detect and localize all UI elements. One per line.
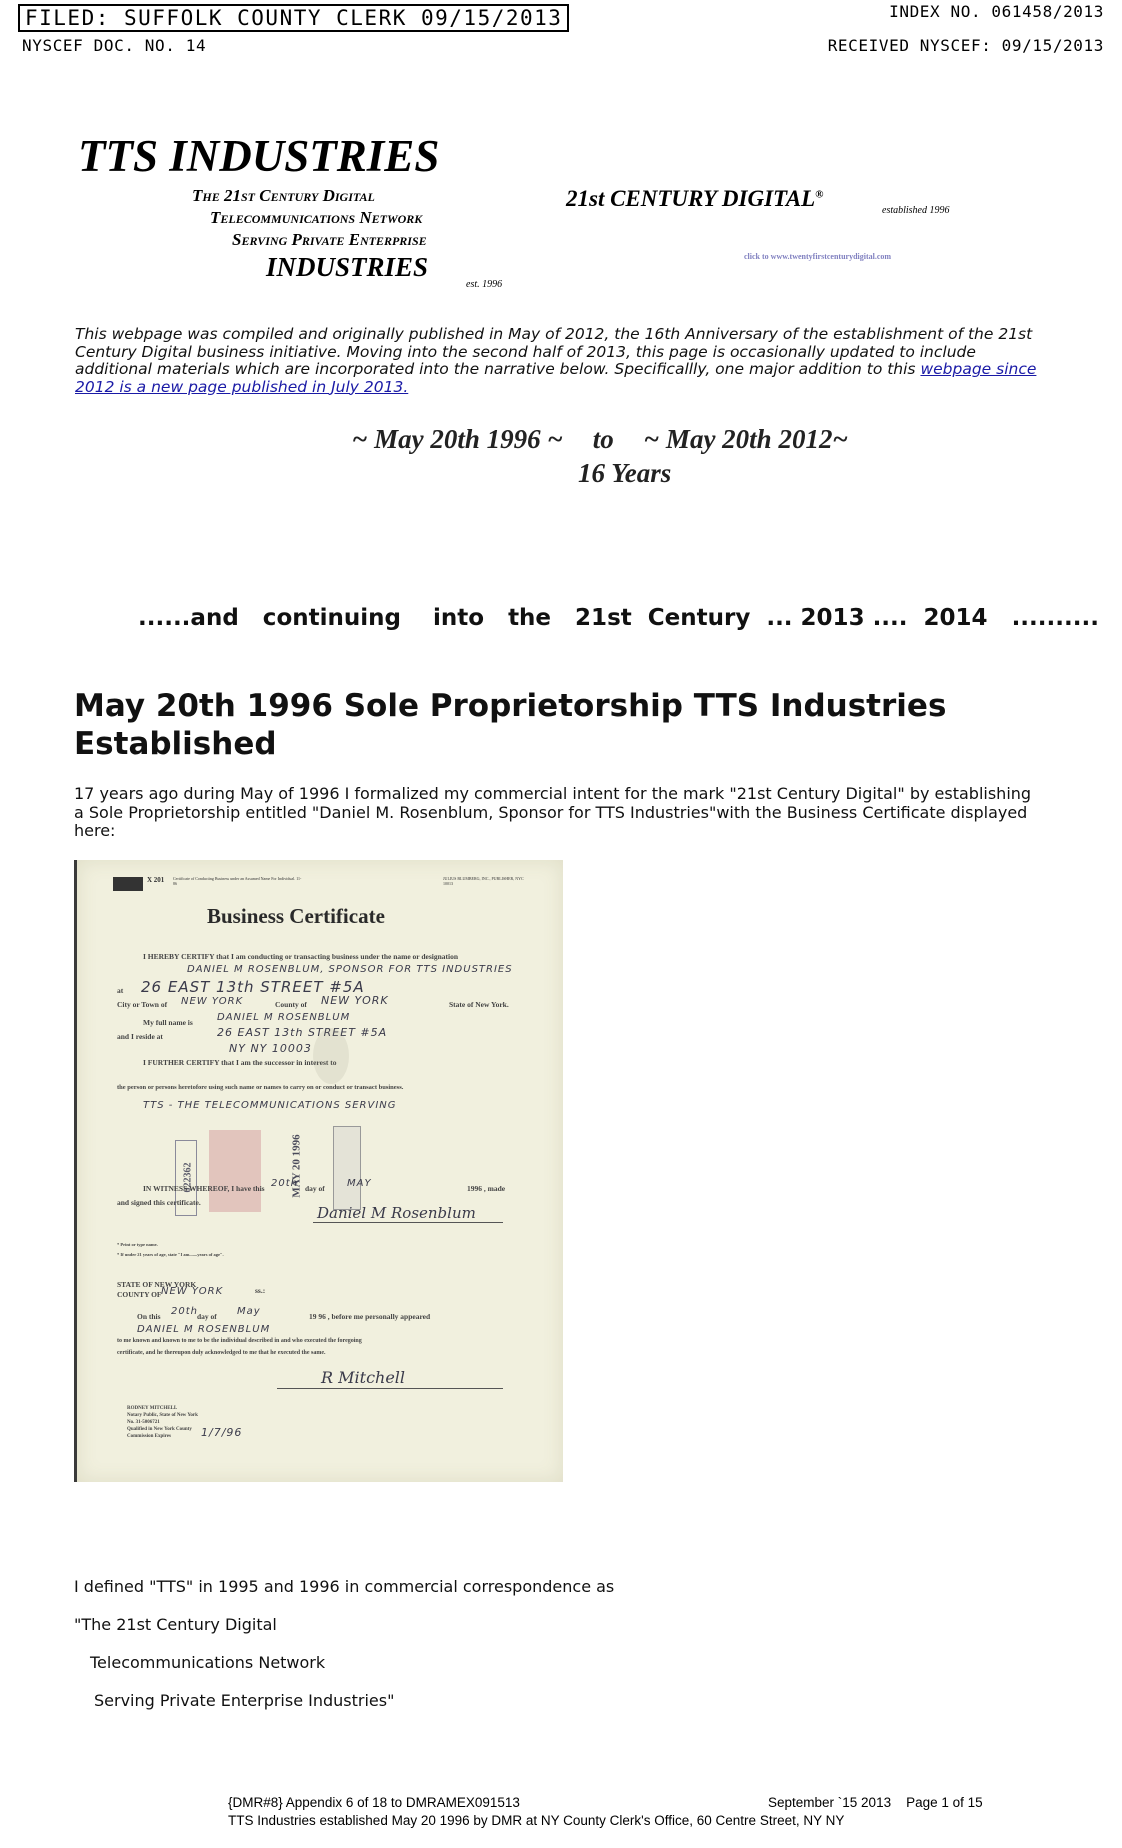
certificate-intro-paragraph: 17 years ago during May of 1996 I formalized my commercial intent for the mark "21st Century Digital" by establishing a Sole Proprietorship entitled "Daniel M. Rosenblum, Sponsor for TTS Industries"with the Business Certificate displayed here: bbox=[74, 784, 1032, 840]
ss-label: ss.: bbox=[255, 1286, 266, 1295]
footer-appendix: {DMR#8} Appendix 6 of 18 to DMRAMEX091513 bbox=[228, 1795, 520, 1810]
footnote-2: * If under 21 years of age, state "I am.......years of age". bbox=[117, 1252, 224, 1257]
witness-day-label: day of bbox=[305, 1184, 325, 1193]
witness-month-handwritten: MAY bbox=[347, 1178, 372, 1189]
notary-name: RODNEY MITCHELL bbox=[127, 1406, 178, 1411]
reside-label: and I reside at bbox=[117, 1032, 163, 1041]
index-number: INDEX NO. 061458/2013 bbox=[889, 2, 1104, 21]
date-start: ~ May 20th 1996 ~ bbox=[352, 424, 563, 454]
years-label: 16 Years bbox=[578, 458, 672, 488]
logo-tagline-3: Serving Private Enterprise bbox=[232, 230, 427, 249]
form-badge bbox=[113, 877, 143, 891]
intro-link[interactable]: webpage since 2012 is a new page published in July 2013. bbox=[75, 360, 1037, 396]
clerk-stamp-box-2 bbox=[333, 1126, 361, 1210]
clerk-stamp-number: 022362 bbox=[182, 1162, 194, 1193]
owner-signature: Daniel M Rosenblum bbox=[317, 1204, 476, 1222]
notary-line-4: Commission Expires bbox=[127, 1434, 171, 1439]
digital-mark bbox=[566, 186, 823, 212]
certificate-title: Business Certificate bbox=[207, 904, 385, 928]
known-line-2: certificate, and he thereupon duly acknowledged to me that he executed the same. bbox=[117, 1350, 326, 1356]
address-handwritten: 26 EAST 13th STREET #5A bbox=[141, 978, 365, 996]
on-day-handwritten: 20th bbox=[171, 1306, 198, 1317]
fullname-label: My full name is bbox=[143, 1018, 193, 1027]
business-certificate-image bbox=[74, 860, 563, 1482]
at-label: at bbox=[117, 986, 124, 995]
city-label: City or Town of bbox=[117, 1000, 168, 1009]
business-name-handwritten: DANIEL M ROSENBLUM, SPONSOR FOR TTS INDUSTRIES bbox=[187, 964, 513, 975]
notary-expiry-handwritten: 1/7/96 bbox=[201, 1426, 243, 1439]
clerk-stamp-date: MAY 20 1996 bbox=[290, 1134, 303, 1198]
appeared-handwritten: DANIEL M ROSENBLUM bbox=[137, 1324, 271, 1335]
definition-quote-3: Serving Private Enterprise Industries" bbox=[94, 1691, 395, 1710]
on-this-label: On this bbox=[137, 1312, 161, 1321]
clerk-stamp-box bbox=[209, 1130, 261, 1212]
footer-description: TTS Industries established May 20 1996 by DMR at NY County Clerk's Office, 60 Centre Street, NY NY bbox=[228, 1813, 845, 1828]
notary-line-3: Qualified in New York County bbox=[127, 1427, 192, 1432]
reside-handwritten: 26 EAST 13th STREET #5A bbox=[217, 1026, 388, 1039]
digital-est: established 1996 bbox=[882, 205, 950, 216]
state-ny: STATE OF NEW YORK bbox=[117, 1280, 197, 1289]
state-label: State of New York. bbox=[449, 1000, 509, 1009]
witness-line: IN WITNESS WHEREOF, I have this bbox=[143, 1184, 265, 1193]
received-date: RECEIVED NYSCEF: 09/15/2013 bbox=[827, 36, 1104, 55]
definition-line: I defined "TTS" in 1995 and 1996 in commercial correspondence as bbox=[74, 1577, 615, 1596]
on-day-of-label: day of bbox=[197, 1312, 217, 1321]
date-to: to bbox=[592, 424, 614, 454]
on-month-handwritten: May bbox=[237, 1306, 261, 1317]
section-heading: May 20th 1996 Sole Proprietorship TTS Industries Established bbox=[74, 688, 947, 762]
reside-city-handwritten: NY NY 10003 bbox=[229, 1042, 312, 1055]
logo-title: TTS INDUSTRIES bbox=[78, 131, 440, 181]
website-link[interactable]: click to www.twentyfirstcenturydigital.com bbox=[744, 252, 892, 261]
further-certify-line: I FURTHER CERTIFY that I am the successor in interest to bbox=[143, 1058, 337, 1067]
county-ny-label: COUNTY OF bbox=[117, 1290, 162, 1299]
witness-day-handwritten: 20th bbox=[271, 1178, 298, 1189]
notary-signature: R Mitchell bbox=[321, 1368, 406, 1387]
witness-year: 1996 , made bbox=[467, 1184, 506, 1193]
county-label: County of bbox=[275, 1000, 307, 1009]
logo-est: est. 1996 bbox=[466, 279, 503, 290]
intro-paragraph bbox=[75, 326, 1055, 396]
on-year-line: 19 96 , before me personally appeared bbox=[309, 1312, 431, 1321]
certify-line: I HEREBY CERTIFY that I am conducting or transacting business under the name or designation bbox=[143, 952, 459, 961]
county-handwritten: NEW YORK bbox=[321, 994, 389, 1007]
intro-text: This webpage was compiled and originally published in May of 2012, the 16th Anniversary of the establishment of the 21st Century Digital business initiative. Moving into the second half of 2013, this page is occasionally updated to include additional materials which are incorporated into the narrative below. Specificallly, one major addition to this bbox=[75, 325, 1033, 378]
logo-tagline-2: Telecommunications Network bbox=[210, 208, 423, 227]
form-description: Certificate of Conducting Business under an Assumed Name For Individual. 11-86 bbox=[173, 876, 302, 886]
notary-line-1: Notary Public, State of New York bbox=[127, 1413, 198, 1418]
date-range bbox=[352, 424, 848, 455]
footnote-1: * Print or type name. bbox=[117, 1242, 158, 1247]
signature-rule bbox=[313, 1222, 503, 1223]
city-handwritten: NEW YORK bbox=[181, 996, 244, 1007]
filed-stamp: FILED: SUFFOLK COUNTY CLERK 09/15/2013 bbox=[18, 4, 569, 32]
form-publisher: JULIUS BLUMBERG, INC., PUBLISHER, NYC 10013 bbox=[443, 876, 524, 886]
persons-line: the person or persons heretofore using such name or names to carry on or conduct or transact business. bbox=[117, 1084, 404, 1091]
fullname-handwritten: DANIEL M ROSENBLUM bbox=[217, 1012, 351, 1023]
county-ny-handwritten: NEW YORK bbox=[161, 1286, 224, 1297]
date-end: ~ May 20th 2012~ bbox=[643, 424, 848, 454]
signed-line: and signed this certificate. bbox=[117, 1198, 201, 1207]
notary-signature-rule bbox=[277, 1388, 503, 1389]
registered-mark: ® bbox=[815, 188, 824, 201]
logo-tagline-1: The 21st Century Digital bbox=[192, 186, 375, 205]
business-description-handwritten: TTS - THE TELECOMMUNICATIONS SERVING bbox=[143, 1100, 397, 1111]
notary-line-2: No. 31-5006721 bbox=[127, 1420, 160, 1425]
nyscef-doc-number: NYSCEF DOC. NO. 14 bbox=[22, 36, 207, 55]
known-line-1: to me known and known to me to be the individual described in and who executed the foregoing bbox=[117, 1338, 362, 1344]
logo-industries: INDUSTRIES bbox=[266, 252, 429, 282]
form-number: X 201 bbox=[147, 876, 165, 884]
footer-page-info: September `15 2013 Page 1 of 15 bbox=[768, 1795, 983, 1810]
continuing-line: ......and continuing into the 21st Century ... 2013 .... 2014 .......... bbox=[138, 605, 1099, 631]
definition-quote-1: "The 21st Century Digital bbox=[74, 1615, 277, 1634]
definition-quote-2: Telecommunications Network bbox=[90, 1653, 326, 1672]
digital-mark-text: 21st CENTURY DIGITAL bbox=[566, 186, 816, 211]
seal-watermark bbox=[313, 1028, 349, 1084]
